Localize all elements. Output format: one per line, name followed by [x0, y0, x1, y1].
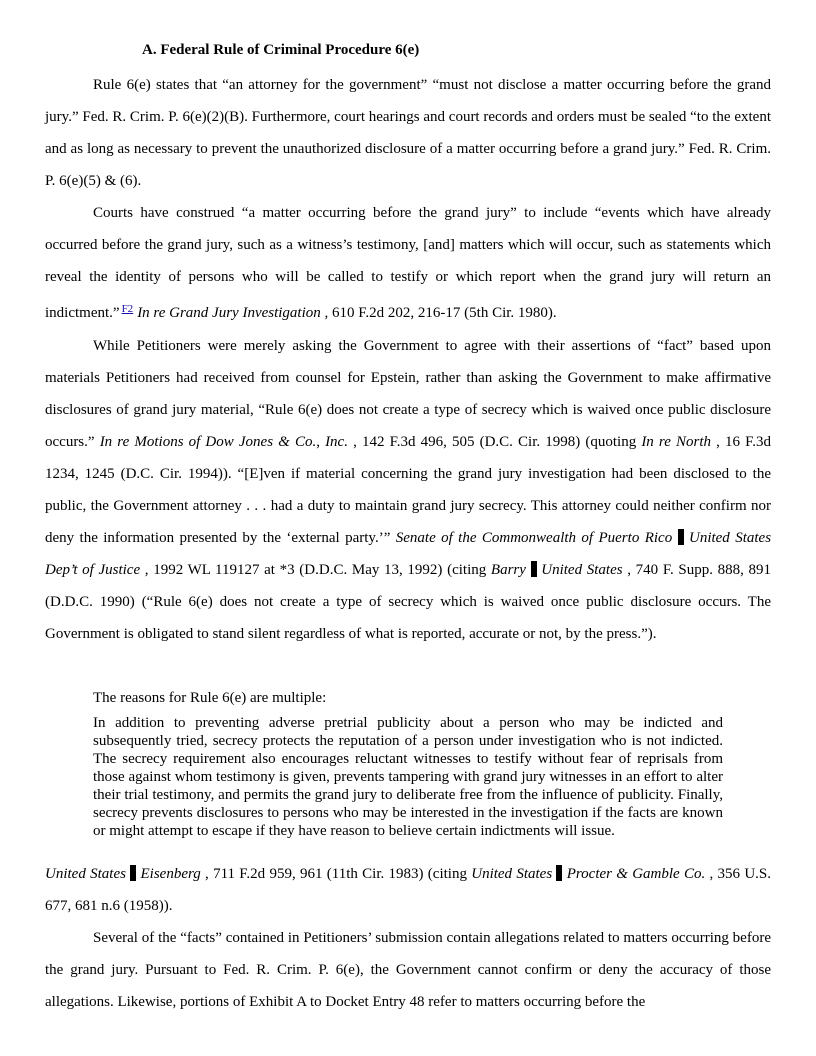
- redaction-mark: [531, 561, 537, 577]
- case-name-dow-jones: In re Motions of Dow Jones & Co., Inc.: [99, 434, 348, 450]
- paragraph-secrecy-not-waived: [45, 330, 771, 650]
- case-name-united-states: United States: [471, 866, 553, 882]
- document-page: [45, 0, 771, 1056]
- text-segment: , 711 F.2d 959, 961 (11th Cir. 1983) (citing: [200, 866, 472, 882]
- section-heading: A. Federal Rule of Criminal Procedure 6(e): [142, 42, 420, 58]
- redaction-mark: [678, 529, 684, 545]
- case-name-procter-gamble: Procter & Gamble Co.: [566, 866, 706, 882]
- text-segment: , 142 F.3d 496, 505 (D.C. Cir. 1998) (quoting: [347, 434, 642, 450]
- paragraph-reasons: The reasons for Rule 6(e) are multiple:: [93, 690, 327, 706]
- case-name-grand-jury-investigation: In re Grand Jury Investigation: [137, 305, 321, 321]
- case-name-united-states: United States: [541, 562, 623, 578]
- citation-grand-jury-investigation: , 610 F.2d 202, 216-17 (5th Cir. 1980).: [320, 305, 557, 321]
- case-name-in-re-north: In re North: [641, 434, 711, 450]
- text-segment: , 356 U.S. 677, 681 n.6 (1958)).: [45, 866, 772, 914]
- paragraph-petitioners-facts: Several of the “facts” contained in Petitioners’ submission contain allegations related to matters occurring before the grand jury. Pursuant to Fed. R. Crim. P. 6(e), the Government cannot confirm or deny the accuracy of those allegations. Likewise, portions of Exhibit A to Docket Entry 48 refer to matters occurring before the: [45, 930, 771, 1010]
- block-quote: In addition to preventing adverse pretrial publicity about a person who may be indicted and subsequently tried, secrecy protects the reputation of a person under investigation who is not indicted. The secrecy requirement also encourages reluctant witnesses to testify without fear of reprisals from those against whom testimony is given, prevents tampering with grand jury witnesses in an effort to alter their trial testimony, and permits the grand jury to deliberate free from the influence of publicity. Finally, secrecy prevents disclosures to persons who may be interested in the investigation if the facts are known or might attempt to escape if they have reason to believe certain indictments will issue.: [93, 715, 723, 839]
- case-name-eisenberg: Eisenberg: [140, 866, 201, 882]
- text-segment: , 1992 WL 119127 at *3 (D.D.C. May 13, 1992) (citing: [140, 562, 491, 578]
- case-name-united-states: United States: [45, 866, 126, 882]
- redaction-mark: [556, 865, 562, 881]
- citation-eisenberg: [45, 858, 771, 922]
- case-name-dept-of-justice: United States Dep’t of Justice: [45, 530, 772, 578]
- text-segment: , 16 F.3d 1234, 1245 (D.C. Cir. 1994)). “[E]ven if material concerning the grand jury investigation had been disclosed to the public, the Government attorney . . . had a duty to maintain grand jury secrecy. This attorney could neither confirm nor deny the information presented by the ‘external party.’”: [45, 434, 771, 546]
- text-segment: While Petitioners were merely asking the Government to agree with their assertions of “fact” based upon materials Petitioners had received from counsel for Epstein, rather than asking the Government to make affirmative disclosures of grand jury material, “Rule 6(e) does not create a type of secrecy which is waived once public disclosure occurs.”: [45, 338, 771, 450]
- footnote-link-f2[interactable]: F2: [121, 303, 134, 315]
- paragraph-matter-occurring-text: Courts have construed “a matter occurring before the grand jury” to include “events which have already occurred before the grand jury, such as a witness’s testimony, [and] matters which will occur, such as statements which reveal the identity of persons who will be called to testify or which report when the grand jury will return an indictment.”: [45, 205, 771, 321]
- paragraph-matter-occurring: [45, 197, 771, 329]
- case-name-senate-puerto-rico: Senate of the Commonwealth of Puerto Rico: [395, 530, 673, 546]
- case-name-barry: Barry: [490, 562, 526, 578]
- text-segment: , 740 F. Supp. 888, 891 (D.D.C. 1990) (“Rule 6(e) does not create a type of secrecy which is waived once public disclosure occurs. The Government is obligated to stand silent regardless of what is reported, accurate or not, by the press.”).: [45, 562, 772, 642]
- paragraph-rule-6e: Rule 6(e) states that “an attorney for the government” “must not disclose a matter occurring before the grand jury.” Fed. R. Crim. P. 6(e)(2)(B). Furthermore, court hearings and court records and orders must be sealed “to the extent and as long as necessary to prevent the unauthorized disclosure of a matter occurring before a grand jury.” Fed. R. Crim. P. 6(e)(5) & (6).: [45, 77, 771, 189]
- redaction-mark: [130, 865, 136, 881]
